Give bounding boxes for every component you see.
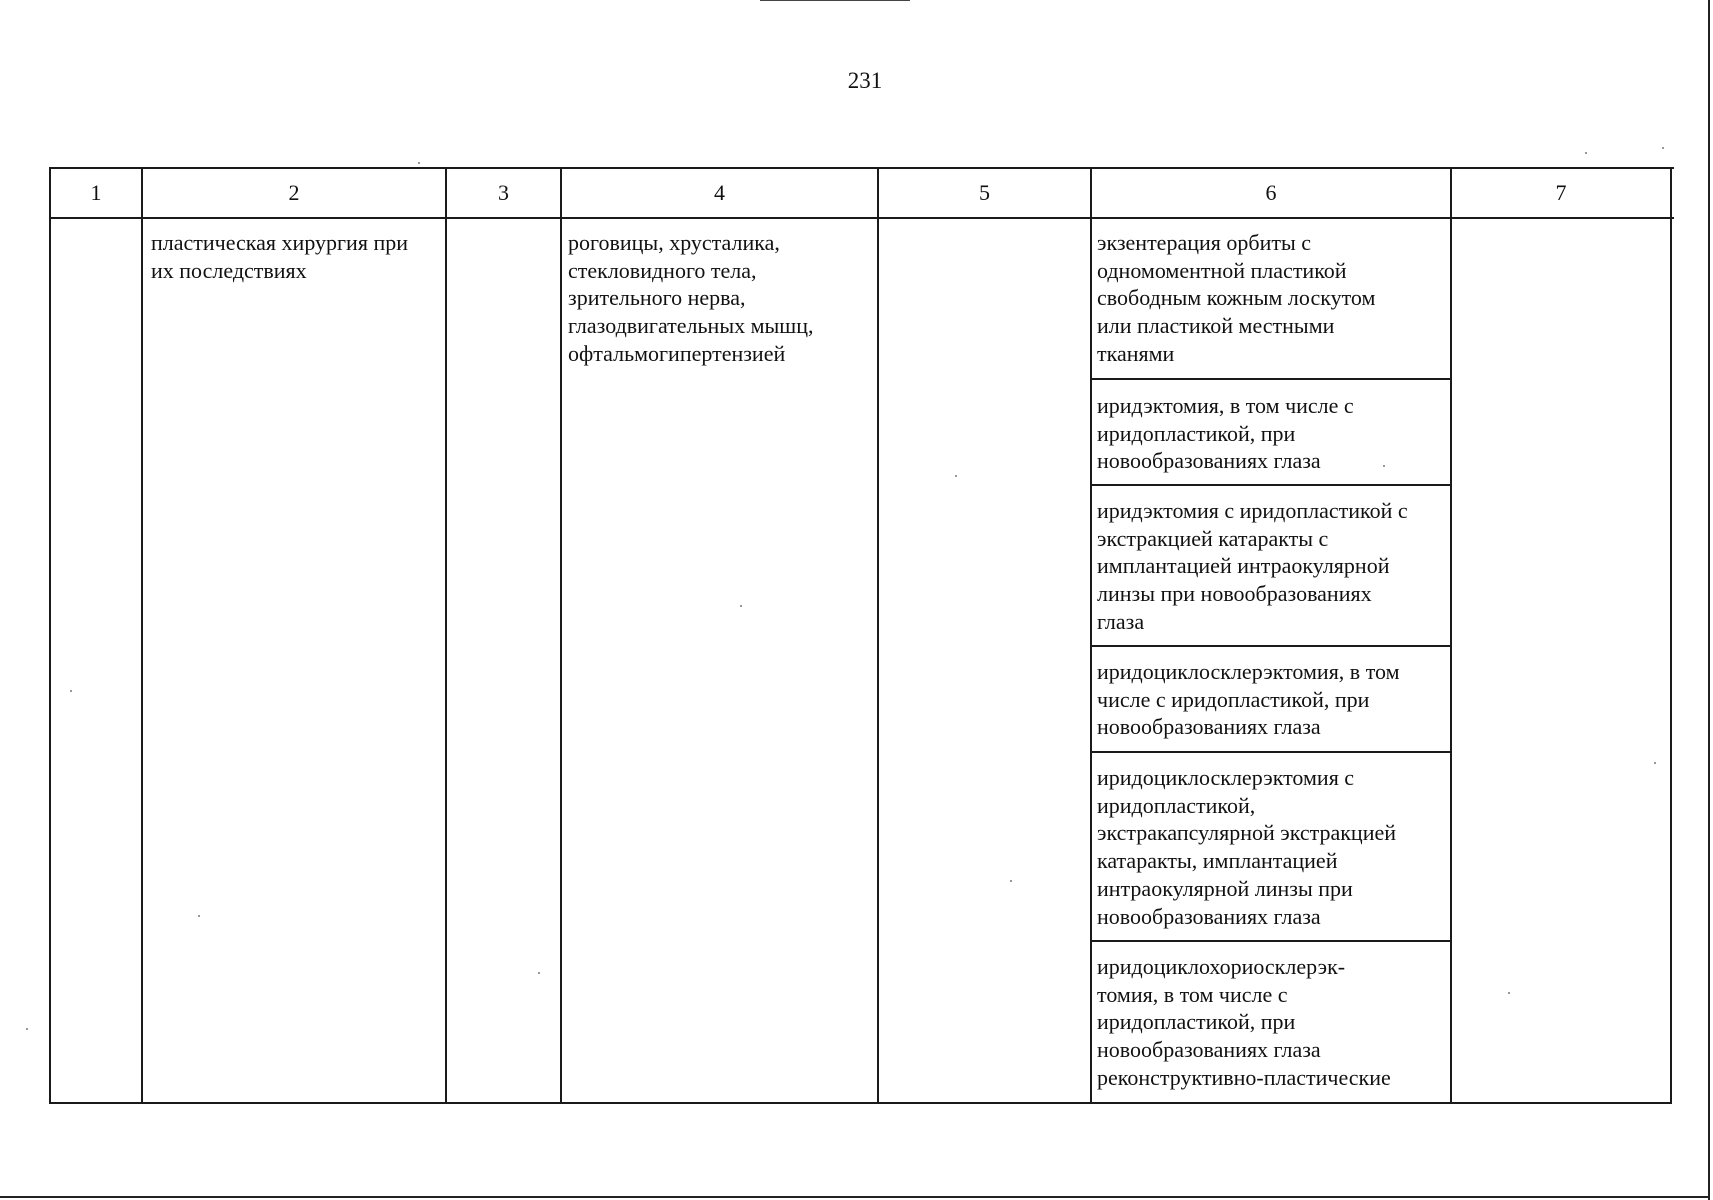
- table-left-border: [49, 167, 51, 1104]
- col6-row-divider-4: [1090, 751, 1452, 753]
- cell-col6-item-2: иридэктомия, в том числе с иридопластикой, при новообразованиях глаза: [1097, 393, 1354, 474]
- scan-speck: [1383, 465, 1385, 467]
- col-divider-3: [560, 167, 562, 1104]
- cell-col6-item-6: иридоциклохориосклерэк- томия, в том числе с иридопластикой, при новообразованиях глаза реконструктивно-пластические: [1097, 954, 1391, 1090]
- cell-col6-item-1: экзентерация орбиты с одномоментной пластикой свободным кожным лоскутом или пластикой местными тканями: [1097, 230, 1376, 366]
- col-divider-5: [1090, 167, 1092, 1104]
- scan-speck: [538, 972, 540, 974]
- header-col-4: 4: [714, 180, 725, 205]
- table-right-border: [1670, 167, 1672, 1104]
- scan-speck: [1662, 147, 1664, 149]
- cell-col2-text: пластическая хирургия при их последствиях: [151, 230, 408, 283]
- cell-col6-item-4: иридоциклосклерэктомия, в том числе с иридопластикой, при новообразованиях глаза: [1097, 659, 1400, 740]
- scan-speck: [1654, 762, 1656, 764]
- col6-row-divider-3: [1090, 645, 1452, 647]
- cell-col6-item-3: иридэктомия с иридопластикой с экстракцией катаракты с имплантацией интраокулярной линзы при новообразованиях глаза: [1097, 498, 1408, 634]
- table-bottom-border: [49, 1102, 1672, 1104]
- header-col-5: 5: [979, 180, 990, 205]
- cell-col4-text: роговицы, хрусталика, стекловидного тела, зрительного нерва, глазодвигательных мышц, офтальмогипертензией: [568, 230, 814, 366]
- col-divider-6: [1450, 167, 1452, 1104]
- col6-row-divider-1: [1090, 378, 1452, 380]
- scan-speck: [740, 605, 742, 607]
- scan-speck: [198, 915, 200, 917]
- header-col-6: 6: [1265, 180, 1277, 205]
- col-divider-2: [445, 167, 447, 1104]
- scan-speck: [1585, 152, 1587, 154]
- cell-col6-item-5: иридоциклосклерэктомия с иридопластикой, экстракапсулярной экстракцией катаракты, имплантацией интраокулярной линзы при новообразованиях глаза: [1097, 765, 1397, 929]
- scan-speck: [1010, 880, 1012, 882]
- scan-speck: [955, 475, 957, 477]
- col-divider-4: [877, 167, 879, 1104]
- scan-speck: [26, 1028, 28, 1030]
- header-col-7: 7: [1555, 180, 1567, 205]
- page-number: 231: [847, 68, 883, 93]
- page-edge-bottom: [0, 1196, 1710, 1198]
- page-edge-right: [1708, 0, 1710, 1200]
- scan-speck: [1508, 992, 1510, 994]
- scan-speck: [70, 690, 72, 692]
- col6-row-divider-2: [1090, 484, 1452, 486]
- col-divider-1: [141, 167, 143, 1104]
- header-col-1: 1: [90, 180, 102, 205]
- header-col-2: 2: [288, 180, 300, 205]
- page-edge-top: [760, 0, 910, 1]
- col6-row-divider-5: [1090, 940, 1452, 942]
- scan-speck: [418, 162, 420, 164]
- header-col-3: 3: [498, 180, 509, 205]
